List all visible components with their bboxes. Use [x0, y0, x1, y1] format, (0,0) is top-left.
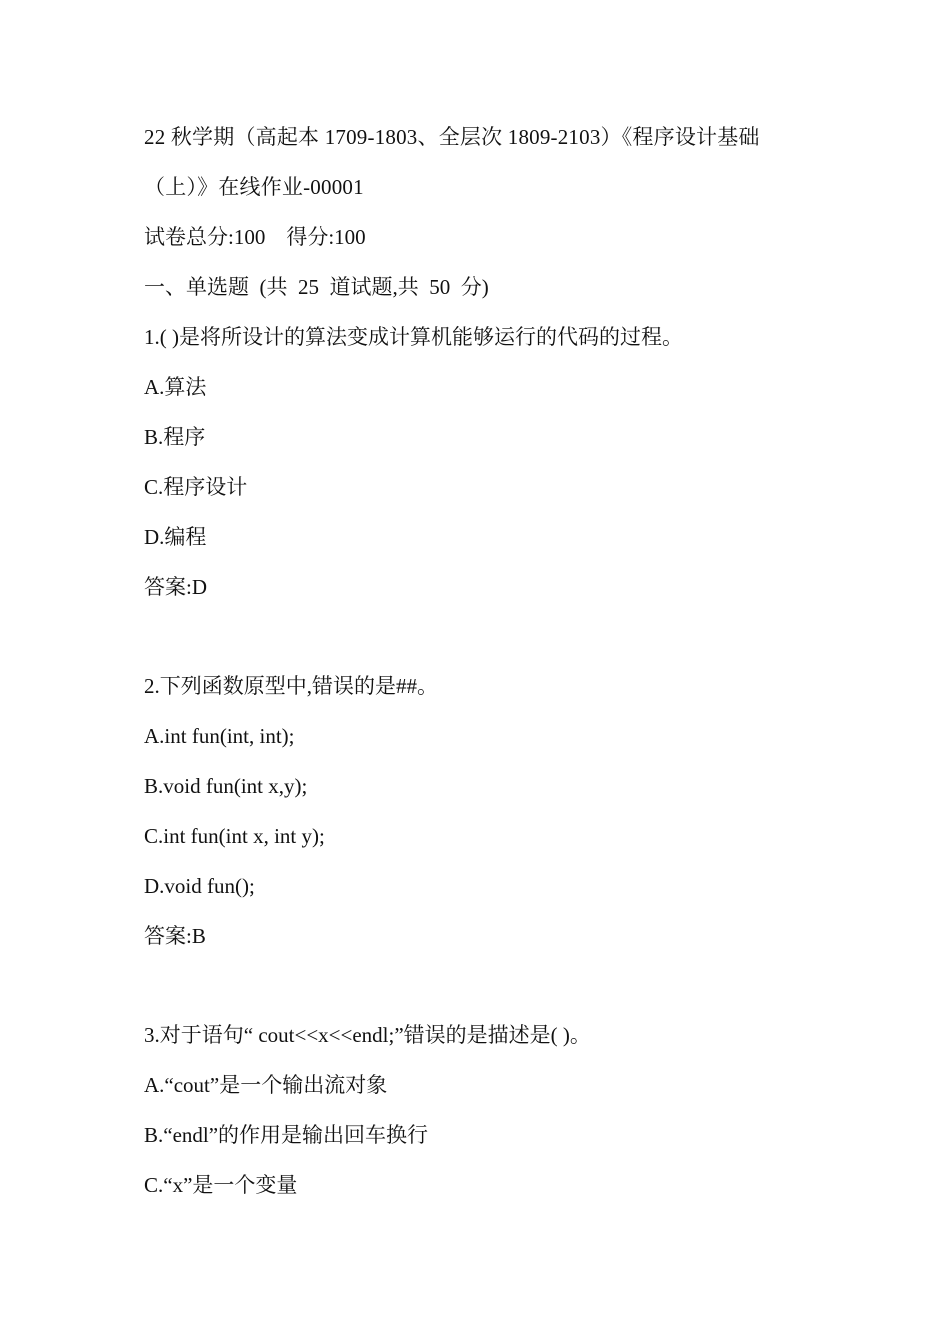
option-b: B.“endl”的作用是输出回车换行 — [144, 1123, 429, 1147]
title-line-2: （上）》在线作业-00001 — [144, 175, 364, 199]
document-page — [144, 112, 824, 1210]
answer-line: 答案:B — [144, 924, 206, 948]
option-c: C.“x”是一个变量 — [144, 1173, 298, 1197]
option-d: D.编程 — [144, 525, 207, 549]
question-stem: 1.( )是将所设计的算法变成计算机能够运行的代码的过程。 — [144, 325, 683, 349]
option-c: C.int fun(int x, int y); — [144, 824, 325, 848]
question-spacer — [144, 961, 824, 1010]
option-a: A.算法 — [144, 375, 207, 399]
option-c: C.程序设计 — [144, 475, 248, 499]
option-d: D.void fun(); — [144, 874, 255, 898]
question-1 — [144, 312, 824, 612]
section-heading: 一、单选题 (共 25 道试题,共 50 分) — [144, 275, 489, 299]
option-b: B.void fun(int x,y); — [144, 774, 308, 798]
question-2 — [144, 661, 824, 961]
option-a: A.int fun(int, int); — [144, 724, 295, 748]
title-line-1: 22 秋学期（高起本 1709-1803、全层次 1809-2103）《程序设计基础 — [144, 125, 760, 149]
answer-line: 答案:D — [144, 575, 207, 599]
question-3 — [144, 1010, 824, 1210]
question-stem: 3.对于语句“ cout<<x<<endl;”错误的是描述是( )。 — [144, 1023, 591, 1047]
option-b: B.程序 — [144, 425, 206, 449]
option-a: A.“cout”是一个输出流对象 — [144, 1073, 388, 1097]
question-spacer — [144, 612, 824, 661]
question-stem: 2.下列函数原型中,错误的是##。 — [144, 674, 438, 698]
score-line: 试卷总分:100 得分:100 — [144, 225, 366, 249]
